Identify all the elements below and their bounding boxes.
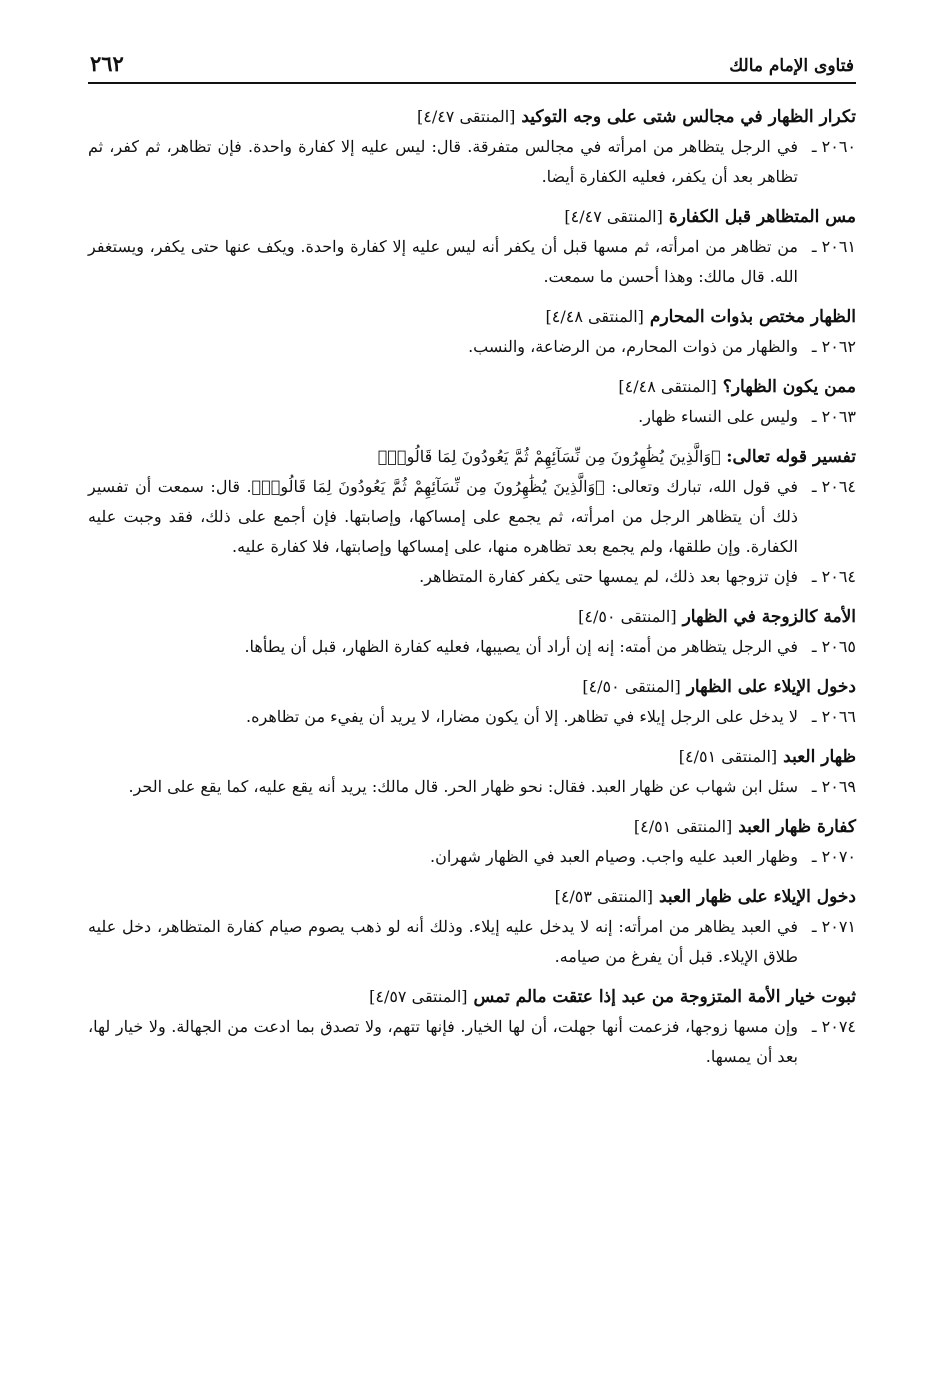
fatwa-entry	[88, 772, 856, 802]
heading-text: دخول الإيلاء على ظهار العبد	[658, 887, 856, 907]
section-heading	[88, 372, 856, 402]
source-reference: [المنتقى ٤/٥٠]	[582, 677, 681, 696]
heading-text: ممن يكون الظهار؟	[722, 377, 856, 397]
entry-number: ٢٠٦٤ ـ	[811, 477, 856, 496]
heading-text: ظهار العبد	[783, 747, 856, 767]
fatwa-entry	[88, 912, 856, 972]
section-heading	[88, 102, 856, 132]
heading-text: الأمة كالزوجة في الظهار	[682, 607, 856, 627]
section-10	[88, 882, 856, 972]
entry-text: سئل ابن شهاب عن ظهار العبد. فقال: نحو ظهار الحر. قال مالك: يريد أنه يقع عليه، كما يقع على الحر.	[128, 777, 798, 796]
fatwa-entry	[88, 702, 856, 732]
section-7	[88, 672, 856, 732]
entry-text: في قول الله، تبارك وتعالى: ﴿وَالَّذِينَ يُظَٰهِرُونَ مِن نِّسَآئِهِمْ ثُمَّ يَعُودُونَ لِمَا قَالُوا۟﴾. قال: سمعت أن تفسير ذلك أن يتظاهر الرجل من امرأته، ثم يجمع على إمساكها، وإصابتها. فإن أجمع على ذلك، فقد وجبت عليه الكفارة. وإن طلقها، ولم يجمع بعد تظاهره منها، على إمساكها وإصابتها، فلا كفارة عليه.	[88, 477, 798, 556]
fatwa-entry	[88, 472, 856, 562]
fatwa-entry	[88, 842, 856, 872]
section-heading	[88, 742, 856, 772]
fatwa-entry	[88, 632, 856, 662]
source-reference: [المنتقى ٤/٥٧]	[369, 987, 468, 1006]
section-heading	[88, 602, 856, 632]
fatwa-entry	[88, 332, 856, 362]
entry-number: ٢٠٦٦ ـ	[811, 707, 856, 726]
entry-text: لا يدخل على الرجل إيلاء في تظاهر. إلا أن يكون مضارا، لا يريد أن يفيء من تظاهره.	[246, 707, 798, 726]
entry-text: في الرجل يتظاهر من امرأته في مجالس متفرقة. قال: ليس عليه إلا كفارة واحدة. فإن تظاهر، ثم كفر، ثم تظاهر بعد أن يكفر، فعليه الكفارة أيضا.	[88, 137, 798, 186]
section-heading	[88, 882, 856, 912]
heading-text: تفسير قوله تعالى:	[726, 447, 856, 467]
section-8	[88, 742, 856, 802]
entry-number: ٢٠٦٤ ـ	[811, 567, 856, 586]
section-2	[88, 202, 856, 292]
section-3	[88, 302, 856, 362]
book-page	[88, 44, 856, 1319]
fatwa-entry	[88, 232, 856, 292]
heading-text: الظهار مختص بذوات المحارم	[649, 307, 856, 327]
entry-text: والظهار من ذوات المحارم، من الرضاعة، والنسب.	[468, 337, 798, 356]
entry-number: ٢٠٧٤ ـ	[811, 1017, 856, 1036]
section-11	[88, 982, 856, 1072]
section-heading	[88, 672, 856, 702]
entry-text: في الرجل يتظاهر من أمته: إنه إن أراد أن يصيبها، فعليه كفارة الظهار، قبل أن يطأها.	[244, 637, 798, 656]
section-heading	[88, 812, 856, 842]
entry-number: ٢٠٦٠ ـ	[811, 137, 856, 156]
section-4	[88, 372, 856, 432]
fatwa-entry	[88, 1012, 856, 1072]
source-reference: [المنتقى ٤/٥١]	[633, 817, 733, 836]
section-6	[88, 602, 856, 662]
running-header	[88, 44, 856, 84]
fatwa-entry	[88, 562, 856, 592]
section-1	[88, 102, 856, 192]
entry-text: من تظاهر من امرأته، ثم مسها قبل أن يكفر أنه ليس عليه إلا كفارة واحدة. ويكف عنها حتى يكفر، ويستغفر الله. قال مالك: وهذا أحسن ما سمعت.	[88, 237, 799, 286]
heading-text: تكرار الظهار في مجالس شتى على وجه التوكيد	[521, 107, 856, 127]
section-heading	[88, 302, 856, 332]
source-reference: [المنتقى ٤/٤٧]	[416, 107, 516, 126]
source-reference: [المنتقى ٤/٥١]	[678, 747, 778, 766]
entry-number: ٢٠٦٢ ـ	[811, 337, 856, 356]
entry-number: ٢٠٦٩ ـ	[811, 777, 856, 796]
heading-text: ثبوت خيار الأمة المتزوجة من عبد إذا عتقت مالم تمس	[473, 987, 856, 1007]
quran-verse: ﴿وَالَّذِينَ يُظَٰهِرُونَ مِن نِّسَآئِهِمْ ثُمَّ يَعُودُونَ لِمَا قَالُوا۟﴾	[377, 447, 721, 466]
entry-number: ٢٠٧٠ ـ	[811, 847, 856, 866]
book-title: فتاوى الإمام مالك	[729, 56, 854, 76]
heading-text: دخول الإيلاء على الظهار	[686, 677, 856, 697]
entry-text: وإن مسها زوجها، فزعمت أنها جهلت، أن لها الخيار. فإنها تتهم، ولا تصدق بما ادعت من الجهالة. ولا خيار لها، بعد أن يمسها.	[88, 1017, 798, 1066]
section-heading	[88, 982, 856, 1012]
heading-text: كفارة ظهار العبد	[738, 817, 856, 837]
page-content	[88, 102, 856, 1072]
source-reference: [المنتقى ٤/٤٧]	[564, 207, 663, 226]
source-reference: [المنتقى ٤/٥٣]	[554, 887, 653, 906]
entry-text: وظهار العبد عليه واجب. وصيام العبد في الظهار شهران.	[430, 847, 798, 866]
entry-text: في العبد يظاهر من امرأته: إنه لا يدخل عليه إيلاء. وذلك أنه لو ذهب يصوم صيام كفارة المتظاهر، دخل عليه طلاق الإيلاء. قبل أن يفرغ من صيامه.	[88, 917, 798, 966]
section-9	[88, 812, 856, 872]
section-5	[88, 442, 856, 592]
entry-text: فإن تزوجها بعد ذلك، لم يمسها حتى يكفر كفارة المتظاهر.	[419, 567, 798, 586]
section-heading	[88, 442, 856, 472]
fatwa-entry	[88, 402, 856, 432]
source-reference: [المنتقى ٤/٤٨]	[545, 307, 644, 326]
entry-text: وليس على النساء ظهار.	[638, 407, 798, 426]
entry-number: ٢٠٦٣ ـ	[811, 407, 856, 426]
page-number: ٢٦٢	[90, 51, 124, 76]
fatwa-entry	[88, 132, 856, 192]
section-heading	[88, 202, 856, 232]
source-reference: [المنتقى ٤/٤٨]	[618, 377, 717, 396]
source-reference: [المنتقى ٤/٥٠]	[578, 607, 677, 626]
heading-text: مس المتظاهر قبل الكفارة	[668, 207, 856, 227]
entry-number: ٢٠٦١ ـ	[811, 237, 856, 256]
entry-number: ٢٠٧١ ـ	[811, 917, 856, 936]
entry-number: ٢٠٦٥ ـ	[811, 637, 856, 656]
